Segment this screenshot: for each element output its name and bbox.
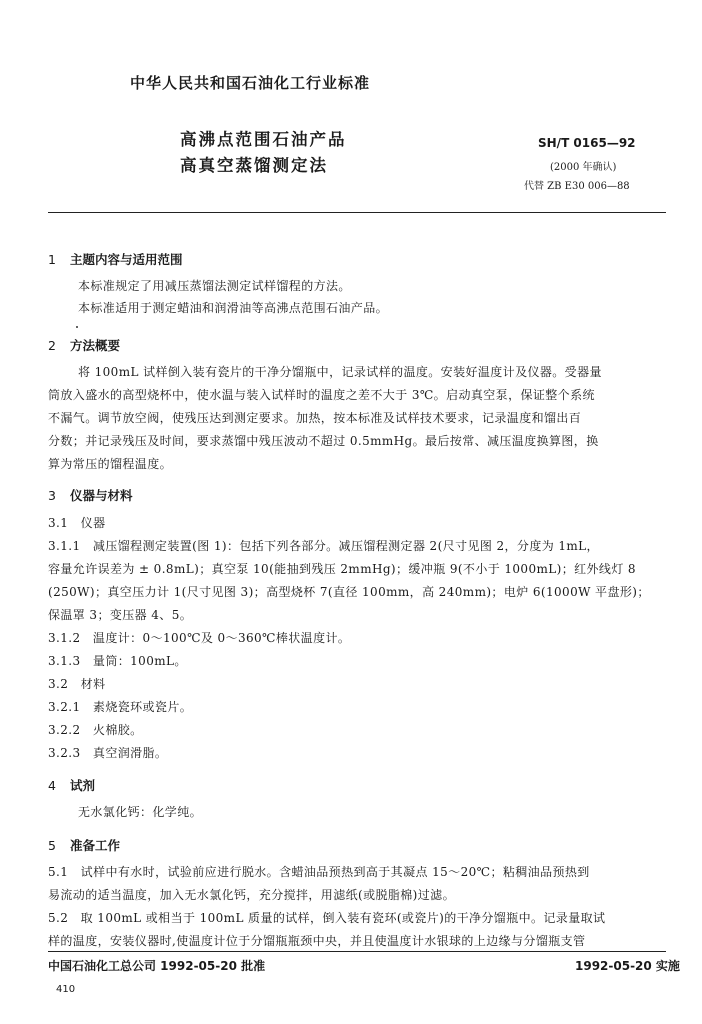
section-1-heading [48,250,183,268]
paragraph-line: 易流动的适当温度，加入无水氯化钙，充分搅拌，用滤纸(或脱脂棉)过滤。 [48,888,455,902]
header-divider [48,212,666,213]
paragraph-line: 3.2.2 火棉胶。 [48,723,143,737]
paragraph-line: 5.1 试样中有水时，试验前应进行脱水。含蜡油品预热到高于其凝点 15～20℃；粘稠油品预热到 [48,865,590,879]
paragraph-line: 5.2 取 100mL 或相当于 100mL 质量的试样，倒入装有瓷环(或瓷片)的干净分馏瓶中。记录量取试 [48,911,606,925]
section-title: 试剂 [70,778,96,793]
paragraph-line: 保温罩 3；变压器 4、5。 [48,608,193,622]
section-number: 4 [48,778,56,793]
doc-title-line1: 高沸点范围石油产品 [180,130,347,149]
effective-date: 1992-05-20 实施 [575,959,680,973]
paragraph-line: 分数；并记录残压及时间，要求蒸馏中残压波动不超过 0.5mmHg。最后按常、减压温度换算图，换 [48,434,599,448]
paragraph-line: 样的温度，安装仪器时,使温度计位于分馏瓶瓶颈中央，并且使温度计水银球的上边缘与分馏瓶支管 [48,934,586,948]
section-5-heading [48,836,120,854]
subsection-heading: 3.1 仪器 [48,516,106,530]
footer-divider [48,951,666,952]
section-4-heading [48,776,95,794]
paragraph-line: 筒放入盛水的高型烧杯中，使水温与装入试样时的温度之差不大于 3℃。启动真空泵，保证整个系统 [48,388,595,402]
subsection-heading: 3.2 材料 [48,677,106,691]
section-title: 仪器与材料 [70,488,133,503]
scan-speck [76,326,78,328]
section-title: 主题内容与适用范围 [70,252,183,267]
section-2-heading [48,336,120,354]
paragraph-line: 将 100mL 试样倒入装有瓷片的干净分馏瓶中，记录试样的温度。安装好温度计及仪器。受器量 [78,365,602,379]
paragraph: 无水氯化钙：化学纯。 [78,805,203,819]
issuer-approval: 中国石油化工总公司 1992-05-20 批准 [48,959,266,973]
section-number: 2 [48,338,56,353]
page-number: 410 [56,984,76,995]
doc-title-line2: 高真空蒸馏测定法 [180,156,328,175]
confirmation-note: (2000 年确认) [550,162,617,173]
section-number: 3 [48,488,56,503]
section-3-heading [48,486,133,504]
standard-org: 中华人民共和国石油化工行业标准 [130,74,371,92]
paragraph-line: 3.1.1 减压馏程测定装置(图 1)：包括下列各部分。减压馏程测定器 2(尺寸见图 2，分度为 1mL， [48,539,599,553]
paragraph-line: 3.1.2 温度计：0～100℃及 0～360℃棒状温度计。 [48,631,351,645]
section-title: 准备工作 [70,838,121,853]
section-number: 5 [48,838,56,853]
paragraph-line: 算为常压的馏程温度。 [48,457,173,471]
replaces-note: 代替 ZB E30 006—88 [524,181,630,192]
paragraph-line: 3.2.1 素烧瓷环或瓷片。 [48,700,193,714]
section-number: 1 [48,252,56,267]
section-title: 方法概要 [70,338,121,353]
paragraph-line: 容量允许误差为 ± 0.8mL)；真空泵 10(能抽到残压 2mmHg)；缓冲瓶 9(不小于 1000mL)；红外线灯 8 [48,562,636,576]
paragraph-line: (250W)；真空压力计 1(尺寸见图 3)；高型烧杯 7(直径 100mm，高 240mm)；电炉 6(1000W 平盘形)； [48,585,650,599]
paragraph-line: 3.1.3 量筒：100mL。 [48,654,187,668]
paragraph-line: 不漏气。调节放空阀，使残压达到测定要求。加热，按本标准及试样技术要求，记录温度和馏出百 [48,411,582,425]
paragraph: 本标准规定了用减压蒸馏法测定试样馏程的方法。 [78,279,351,293]
standard-code: SH/T 0165—92 [538,136,636,150]
paragraph: 本标准适用于测定蜡油和润滑油等高沸点范围石油产品。 [78,301,389,315]
paragraph-line: 3.2.3 真空润滑脂。 [48,746,168,760]
